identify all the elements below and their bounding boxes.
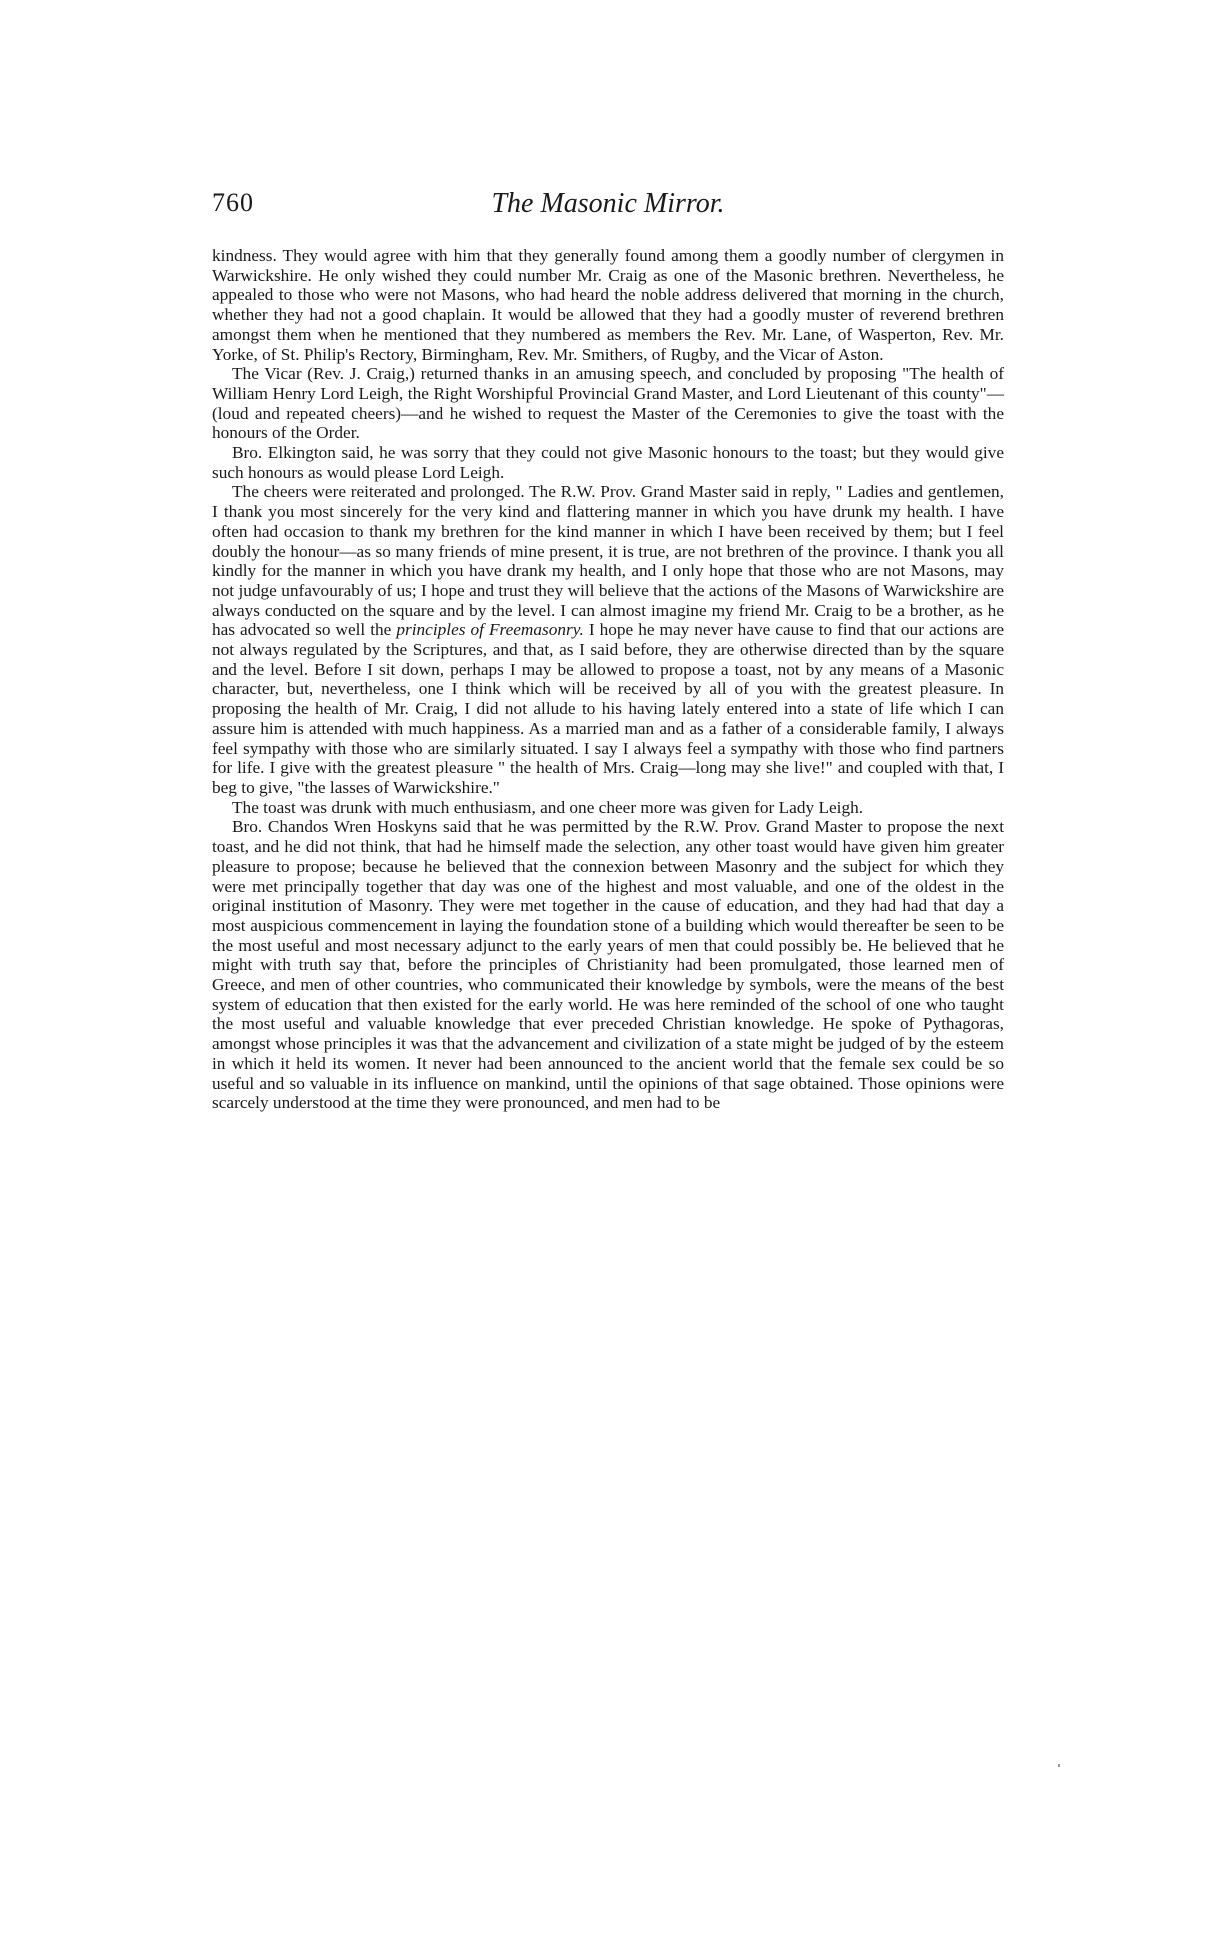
running-title: The Masonic Mirror. <box>491 188 725 219</box>
article-body <box>212 246 1004 1113</box>
paragraph-text: The cheers were reiterated and prolonged. The R.W. Prov. Grand Master said in reply, " Ladies and gentlemen, I thank you most sincerely for the very kind and flattering manner in which you have drunk my health. I have often had occasion to thank my brethren for the kind manner in which I have been received by them; but I feel doubly the honour—as so many friends of mine present, it is true, are not brethren of the province. I thank you all kindly for the manner in which you have drank my health, and I only hope that those who are not Masons, may not judge unfavourably of us; I hope and trust they will believe that the actions of the Masons of Warwickshire are always conducted on the square and by the level. I can almost imagine my friend Mr. Craig to be a brother, as he has advocated so well the <box>212 482 1004 640</box>
page-number: 760 <box>212 188 254 217</box>
paragraph <box>212 482 1004 797</box>
paragraph: The Vicar (Rev. J. Craig,) returned thanks in an amusing speech, and concluded by proposing "The health of William Henry Lord Leigh, the Right Worshipful Provincial Grand Master, and Lord Lieutenant of this county"—(loud and repeated cheers)—and he wished to request the Master of the Ceremonies to give the toast with the honours of the Order. <box>212 364 1004 443</box>
paragraph: Bro. Elkington said, he was sorry that they could not give Masonic honours to the toast; but they would give such honours as would please Lord Leigh. <box>212 443 1004 482</box>
paragraph: Bro. Chandos Wren Hoskyns said that he was permitted by the R.W. Prov. Grand Master to propose the next toast, and he did not think, that had he himself made the selection, any other toast would have given him greater pleasure to propose; because he believed that the connexion between Masonry and the subject for which they were met principally together that day was one of the highest and most valuable, and one of the oldest in the original institution of Masonry. They were met together in the cause of education, and they had had that day a most auspicious commencement in laying the foundation stone of a building which would thereafter be seen to be the most useful and most necessary adjunct to the early years of men that could possibly be. He believed that he might with truth say that, before the principles of Christianity had been promulgated, those learned men of Greece, and men of other countries, who communicated their knowledge by symbols, were the means of the best system of education that then existed for the early world. He was here reminded of the school of one who taught the most useful and valuable knowledge that ever preceded Christian knowledge. He spoke of Pythagoras, amongst whose principles it was that the advancement and civilization of a state might be judged of by the esteem in which it held its women. It never had been announced to the ancient world that the female sex could be so useful and so valuable in its influence on mankind, until the opinions of that sage obtained. Those opinions were scarcely understood at the time they were pronounced, and men had to be <box>212 817 1004 1113</box>
paragraph: kindness. They would agree with him that they generally found among them a goodly number of clergymen in Warwickshire. He only wished they could number Mr. Craig as one of the Masonic brethren. Nevertheless, he appealed to those who were not Masons, who had heard the noble address delivered that morning in the church, whether they had not a good chaplain. It would be allowed that they had a goodly muster of reverend brethren amongst them when he mentioned that they numbered as members the Rev. Mr. Lane, of Wasperton, Rev. Mr. Yorke, of St. Philip's Rectory, Birmingham, Rev. Mr. Smithers, of Rugby, and the Vicar of Aston. <box>212 246 1004 364</box>
page-header <box>212 188 1004 228</box>
margin-speck <box>1058 1764 1060 1767</box>
paragraph: The toast was drunk with much enthusiasm, and one cheer more was given for Lady Leigh. <box>232 797 864 817</box>
italic-phrase: principles of Freemasonry. <box>396 620 584 640</box>
paragraph-text: I hope he may never have cause to find that our actions are not always regulated by the Scriptures, and that, as I said before, they are otherwise directed than by the square and the level. Before I sit down, perhaps I may be allowed to propose a toast, not by any means of a Masonic character, but, nevertheless, one I think which will be received by all of you with the greatest pleasure. In proposing the health of Mr. Craig, I did not allude to his having lately entered into a state of life which I can assure him is attended with much happiness. As a married man and as a father of a considerable family, I always feel sympathy with those who are similarly situated. I say I always feel a sympathy with those who find partners for life. I give with the greatest pleasure " the health of Mrs. Craig—long may she live!" and coupled with that, I beg to give, "the lasses of Warwickshire." <box>212 620 1005 797</box>
